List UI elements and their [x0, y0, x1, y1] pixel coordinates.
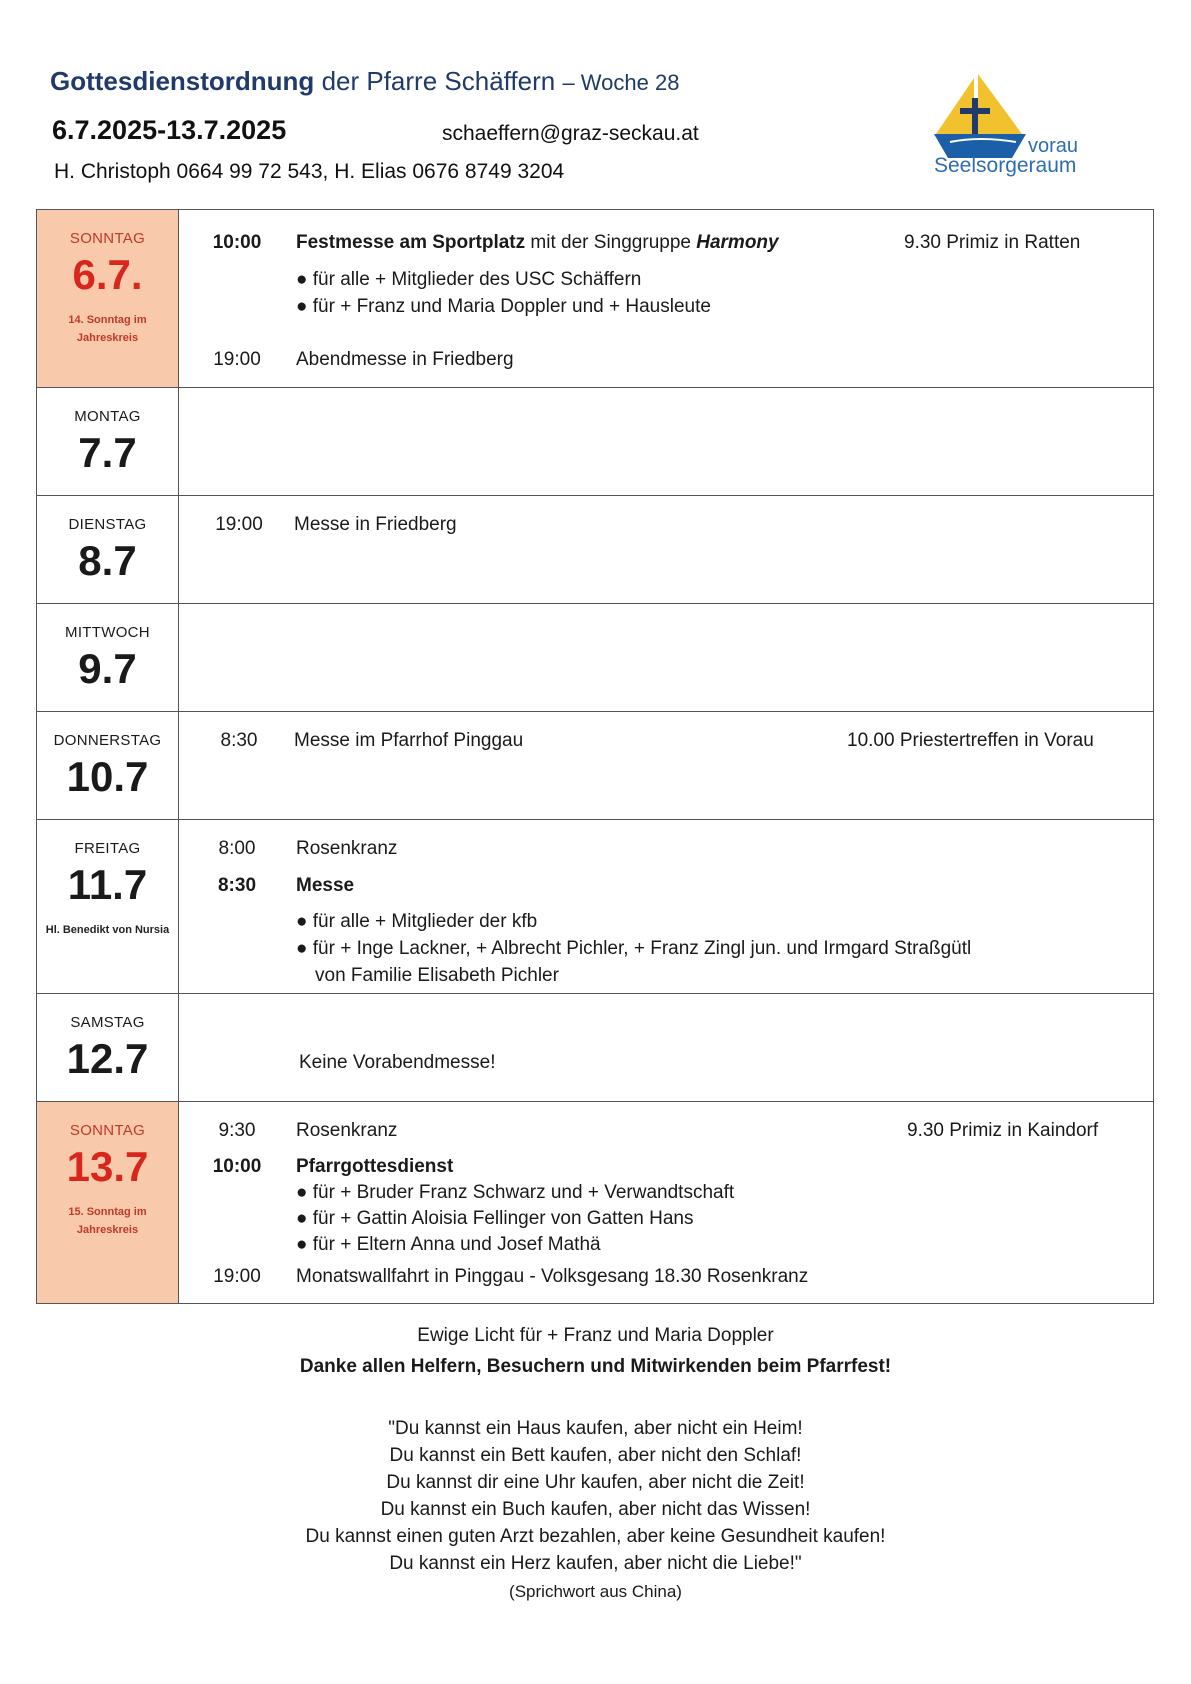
day-row-monday: [37, 388, 1154, 496]
day-name: FREITAG: [74, 840, 141, 857]
event-title: Pfarrgottesdienst: [296, 1156, 454, 1177]
day-date: 10.7: [66, 753, 149, 800]
day-note-line: 15. Sonntag im: [68, 1206, 147, 1218]
day-cell: [37, 820, 179, 994]
day-cell: [37, 388, 179, 496]
quote-line: Du kannst ein Buch kaufen, aber nicht das Wissen!: [380, 1499, 811, 1520]
day-cell: [37, 712, 179, 820]
day-note-line: Jahreskreis: [76, 332, 139, 344]
day-note: [37, 311, 178, 347]
day-date: 12.7: [66, 1035, 149, 1082]
day-name: DONNERSTAG: [53, 732, 162, 749]
day-date: 7.7: [78, 429, 137, 476]
event-title-rest: mit der Singgruppe: [530, 232, 691, 253]
day-name: MITTWOCH: [65, 624, 150, 641]
event-time: 19:00: [215, 514, 263, 535]
event-time: 10:00: [212, 232, 262, 253]
day-cell: [37, 210, 179, 388]
event-time: 8:00: [218, 838, 256, 859]
day-cell: [37, 1102, 179, 1304]
quote-line: Du kannst ein Herz kaufen, aber nicht die Liebe!": [389, 1553, 802, 1574]
day-note-line: Jahreskreis: [76, 1224, 139, 1236]
sail-left-icon: [936, 78, 974, 134]
day-cell: [37, 994, 179, 1102]
events-cell: [179, 604, 1154, 712]
cross-horizontal: [960, 108, 990, 114]
event-title: Keine Vorabendmesse!: [299, 1052, 496, 1073]
day-note: Hl. Benedikt von Nursia: [45, 924, 170, 936]
title-rest: der Pfarre Schäffern: [321, 66, 556, 96]
intention: ● für + Gattin Aloisia Fellinger von Gatten Hans: [296, 1208, 694, 1229]
intention: ● für + Bruder Franz Schwarz und + Verwandtschaft: [296, 1182, 735, 1203]
event-title-italic: Harmony: [696, 232, 779, 253]
day-note-line: 14. Sonntag im: [68, 314, 147, 326]
event-time: 8:30: [217, 875, 257, 896]
events-cell: [179, 496, 1154, 604]
logo-text-seelsorgeraum: Seelsorgeraum: [934, 154, 1077, 177]
event-title: Abendmesse in Friedberg: [296, 349, 514, 370]
title-bold: Gottesdienstordnung: [50, 66, 315, 96]
day-date: 6.7.: [72, 251, 143, 298]
side-note: 10.00 Priestertreffen in Vorau: [847, 730, 1094, 751]
events-cell: [179, 210, 1154, 388]
day-date: 9.7: [78, 645, 137, 692]
event-title: Messe: [296, 875, 355, 896]
sail-right-icon: [978, 74, 1022, 134]
day-name: DIENSTAG: [68, 516, 147, 533]
event-title: Rosenkranz: [296, 1120, 398, 1141]
day-name: SONNTAG: [69, 1122, 146, 1139]
event-time: 19:00: [213, 349, 261, 370]
events-cell: [179, 712, 1154, 820]
day-row-friday: [37, 820, 1154, 994]
event-time: 8:30: [220, 730, 258, 751]
events-cell: [179, 1102, 1154, 1304]
day-note: [37, 1203, 178, 1239]
day-name: MONTAG: [74, 408, 141, 425]
day-date: 8.7: [78, 537, 137, 584]
contact-line: H. Christoph 0664 99 72 543, H. Elias 0676 8749 3204: [54, 160, 565, 183]
title-week: – Woche 28: [562, 70, 680, 95]
day-date: 11.7: [67, 861, 148, 908]
thanks-note: Danke allen Helfern, Besuchern und Mitwirkenden beim Pfarrfest!: [299, 1356, 892, 1377]
quote-line: Du kannst einen guten Arzt bezahlen, aber keine Gesundheit kaufen!: [305, 1526, 886, 1547]
event-title: [296, 232, 779, 254]
side-note: 9.30 Primiz in Kaindorf: [907, 1120, 1099, 1141]
day-row-sunday-1: [37, 210, 1154, 388]
event-title: Messe in Friedberg: [294, 514, 457, 535]
day-cell: [37, 604, 179, 712]
day-name: SONNTAG: [69, 230, 146, 247]
logo-text-vorau: vorau: [1028, 135, 1079, 157]
ewiges-licht-note: Ewige Licht für + Franz und Maria Doppler: [417, 1325, 774, 1346]
event-title: Rosenkranz: [296, 838, 398, 859]
events-cell: [179, 388, 1154, 496]
quote-line: "Du kannst ein Haus kaufen, aber nicht ein Heim!: [388, 1418, 803, 1439]
day-name: SAMSTAG: [70, 1014, 145, 1031]
day-cell: [37, 496, 179, 604]
event-title-bold: Festmesse am Sportplatz: [296, 232, 526, 253]
day-row-tuesday: [37, 496, 1154, 604]
side-note: 9.30 Primiz in Ratten: [904, 232, 1081, 253]
event-time: 9:30: [218, 1120, 256, 1141]
event-time: 19:00: [213, 1266, 261, 1287]
events-cell: [179, 994, 1154, 1102]
day-row-wednesday: [37, 604, 1154, 712]
event-time: 10:00: [212, 1156, 262, 1177]
day-row-sunday-2: [37, 1102, 1154, 1304]
quote-line: Du kannst dir eine Uhr kaufen, aber nicht die Zeit!: [386, 1472, 805, 1493]
intention: ● für + Franz und Maria Doppler und + Hausleute: [296, 296, 711, 317]
intention-cont: von Familie Elisabeth Pichler: [315, 965, 559, 986]
intention: ● für + Eltern Anna und Josef Mathä: [296, 1234, 601, 1255]
quote-source: (Sprichwort aus China): [509, 1582, 682, 1601]
intention: ● für + Inge Lackner, + Albrecht Pichler, + Franz Zingl jun. und Irmgard Straßgütl: [296, 938, 972, 959]
event-title: Monatswallfahrt in Pinggau - Volksgesang 18.30 Rosenkranz: [296, 1266, 809, 1287]
email: schaeffern@graz-seckau.at: [442, 122, 699, 145]
page-title: [50, 66, 679, 97]
schedule-table: [36, 209, 1154, 1304]
intention: ● für alle + Mitglieder des USC Schäffern: [296, 269, 642, 290]
day-row-thursday: [37, 712, 1154, 820]
day-date: 13.7: [66, 1143, 149, 1190]
date-range: 6.7.2025-13.7.2025: [52, 115, 287, 145]
event-title: Messe im Pfarrhof Pinggau: [294, 730, 524, 751]
vorau-seelsorgeraum-logo: [930, 72, 1100, 192]
quote-line: Du kannst ein Bett kaufen, aber nicht den Schlaf!: [389, 1445, 802, 1466]
day-row-saturday: [37, 994, 1154, 1102]
events-cell: [179, 820, 1154, 994]
intention: ● für alle + Mitglieder der kfb: [296, 911, 538, 932]
